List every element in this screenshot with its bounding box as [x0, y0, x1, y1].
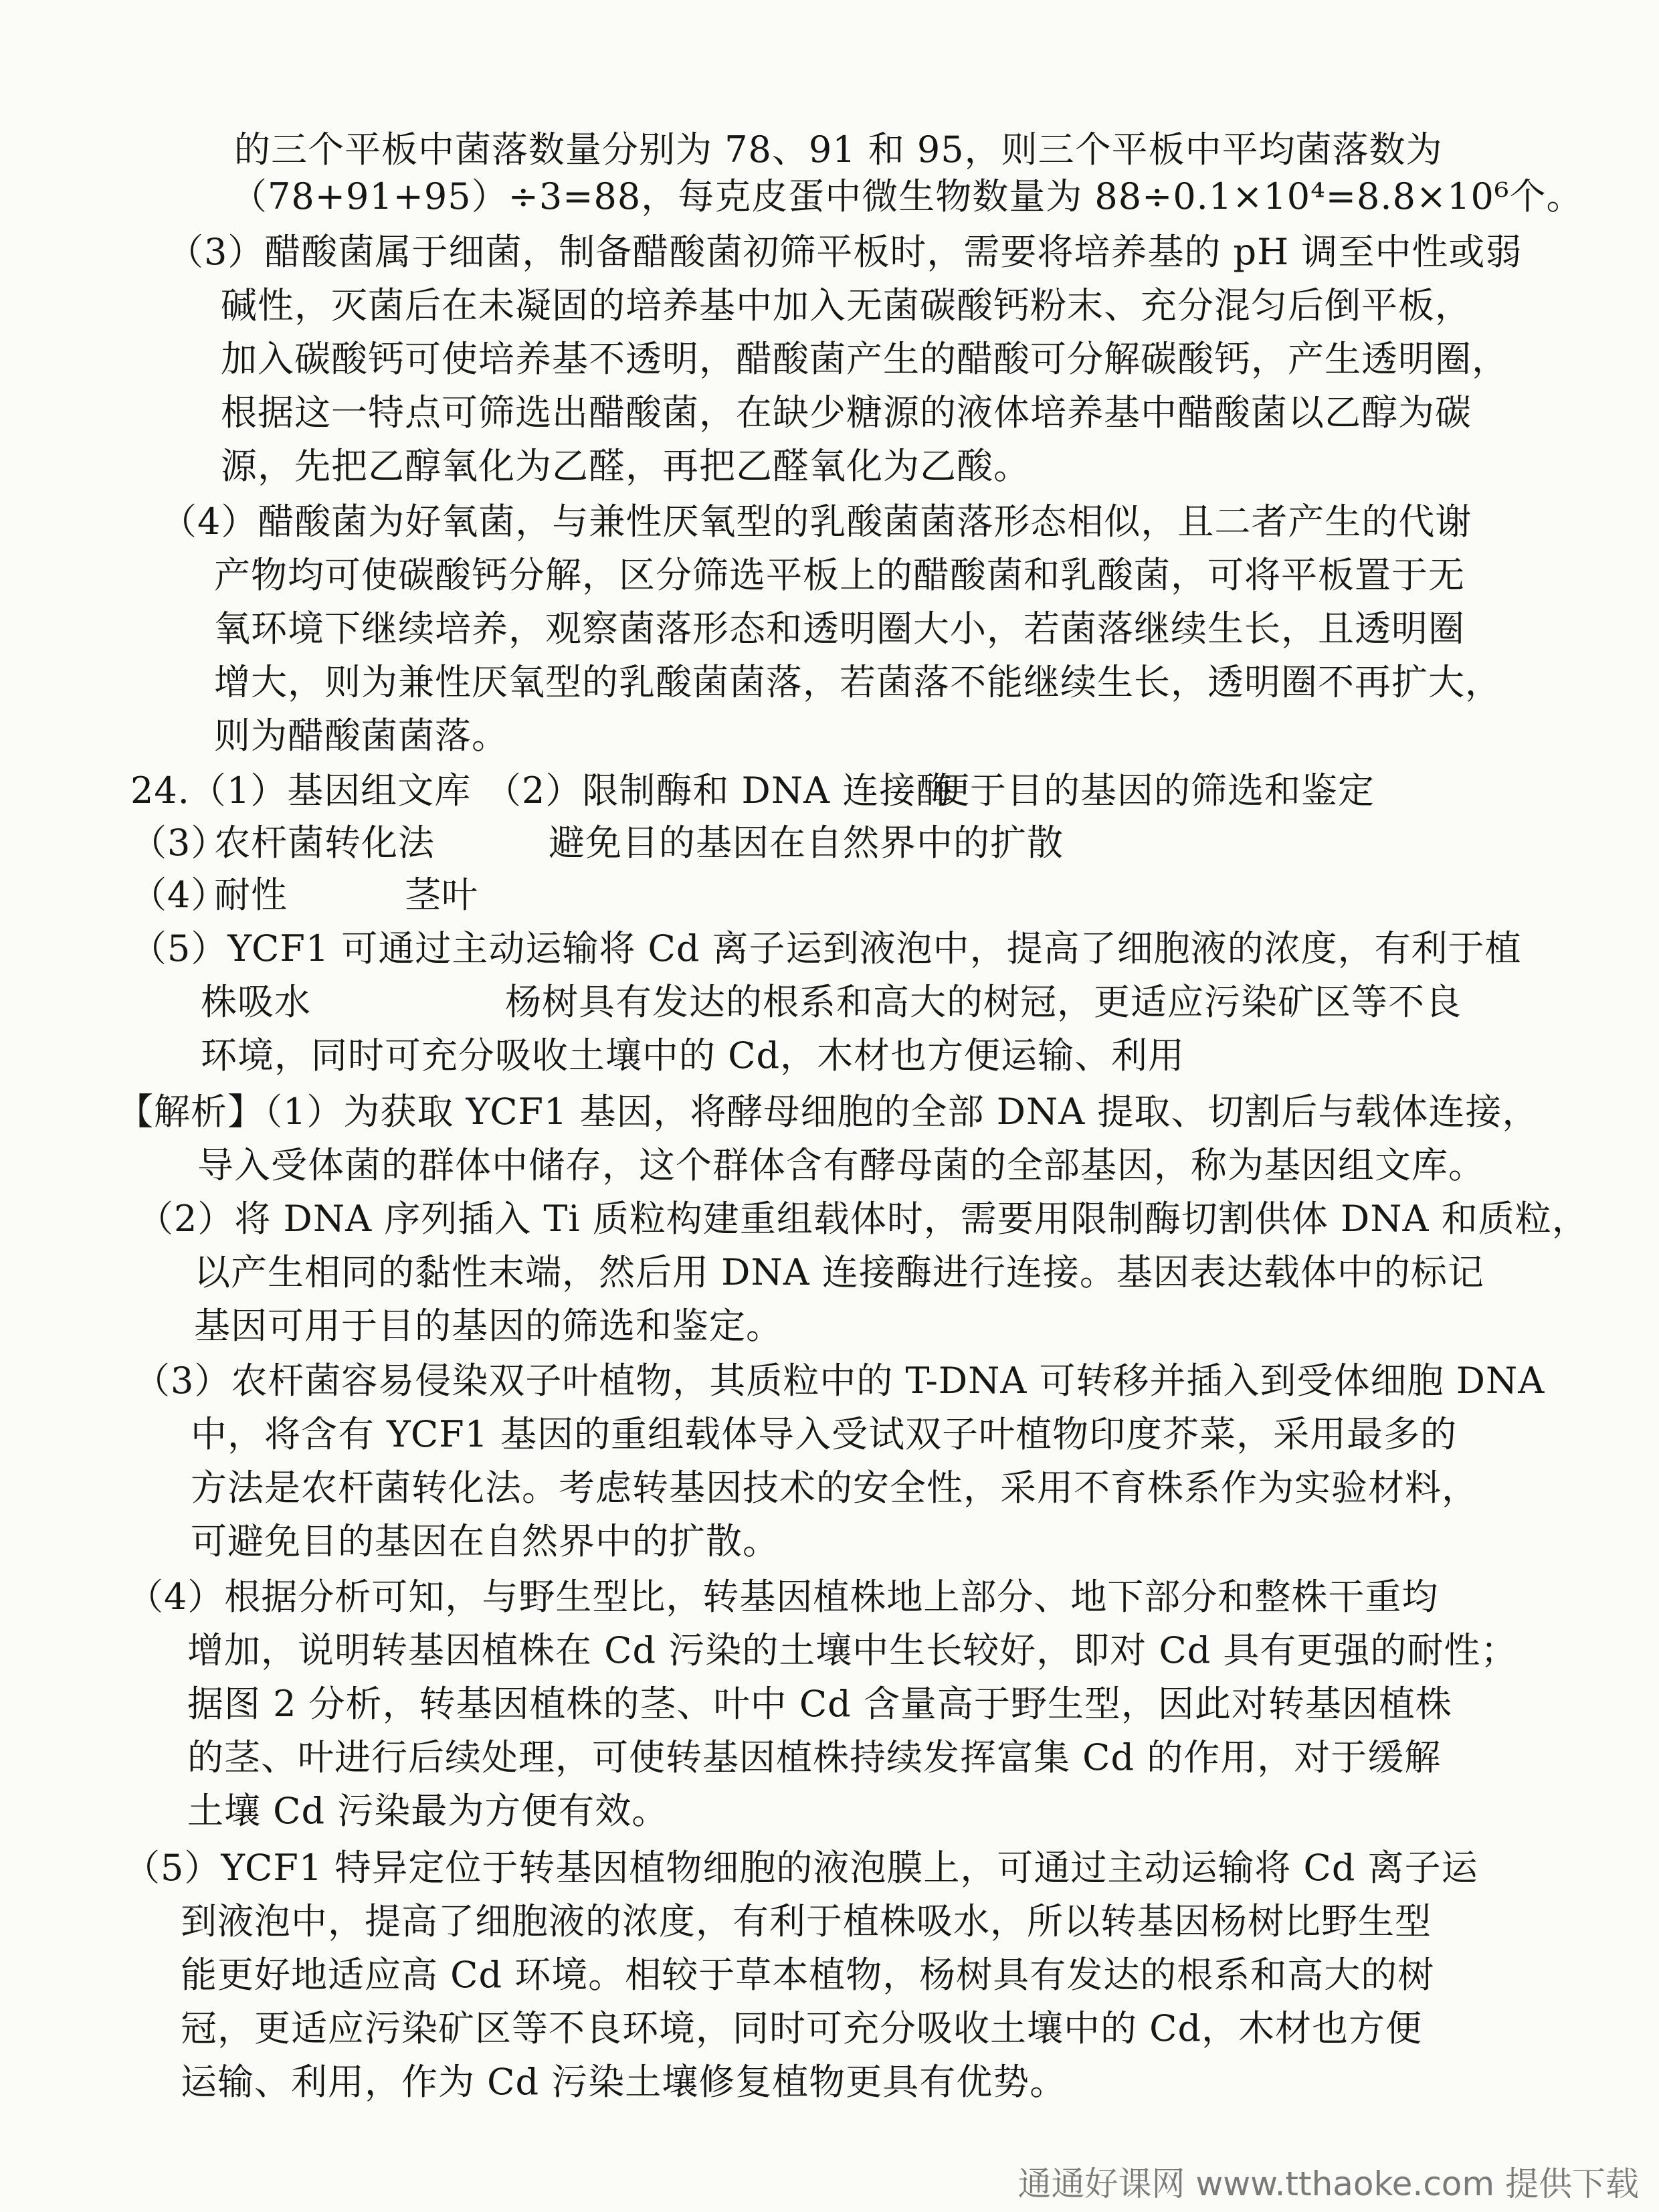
text-line: 可避免目的基因在自然界中的扩散。: [191, 1520, 779, 1562]
text-line: （3）农杆菌容易侵染双子叶植物，其质粒中的 T-DNA 可转移并插入到受体细胞 DNA: [134, 1360, 1545, 1402]
text-line: 能更好地适应高 Cd 环境。相较于草本植物，杨树具有发达的根系和高大的树: [181, 1954, 1435, 1996]
analysis-heading: 【解析】（1）为获取 YCF1 基因，将酵母细胞的全部 DNA 提取、切割后与载体连接，: [117, 1091, 1539, 1133]
answer-24-5b: 株吸水: [201, 981, 311, 1023]
text-line: （3）醋酸菌属于细菌，制备醋酸菌初筛平板时，需要将培养基的 pH 调至中性或弱: [167, 231, 1523, 273]
text-line: 到液泡中，提高了细胞液的浓度，有利于植株吸水，所以转基因杨树比野生型: [181, 1900, 1432, 1942]
text-line: 据图 2 分析，转基因植株的茎、叶中 Cd 含量高于野生型，因此对转基因植株: [187, 1683, 1452, 1725]
answer-24-1: 24.（1）基因组文库: [130, 769, 472, 812]
text-line: 方法是农杆菌转化法。考虑转基因技术的安全性，采用不育株系作为实验材料，: [191, 1467, 1478, 1509]
text-line: 的三个平板中菌落数量分别为 78、91 和 95，则三个平板中平均菌落数为: [234, 128, 1443, 171]
text-line: （4）醋酸菌为好氧菌，与兼性厌氧型的乳酸菌菌落形态相似，且二者产生的代谢: [161, 500, 1472, 543]
answer-24-5c: 杨树具有发达的根系和高大的树冠，更适应污染矿区等不良: [505, 981, 1462, 1023]
text-line: 增大，则为兼性厌氧型的乳酸菌菌落，若菌落不能继续生长，透明圈不再扩大，: [214, 661, 1502, 703]
answer-24-3b: 避免目的基因在自然界中的扩散: [549, 822, 1064, 864]
text-line: 则为醋酸菌菌落。: [214, 715, 508, 757]
source-watermark: 通通好课网 www.tthaoke.com 提供下载: [1017, 2164, 1639, 2203]
answer-24-4-label: （4）: [130, 874, 228, 916]
text-line: 根据这一特点可筛选出醋酸菌，在缺少糖源的液体培养基中醋酸菌以乙醇为碳: [221, 391, 1472, 434]
answer-24-3: 农杆菌转化法: [214, 822, 435, 864]
text-line: 源，先把乙醇氧化为乙醛，再把乙醛氧化为乙酸。: [221, 445, 1030, 487]
text-line: （4）根据分析可知，与野生型比，转基因植株地上部分、地下部分和整株干重均: [127, 1576, 1439, 1618]
text-line: 的茎、叶进行后续处理，可使转基因植株持续发挥富集 Cd 的作用，对于缓解: [187, 1736, 1442, 1778]
text-line: 增加，说明转基因植株在 Cd 污染的土壤中生长较好，即对 Cd 具有更强的耐性；: [187, 1629, 1518, 1671]
text-line: 冠，更适应污染矿区等不良环境，同时可充分吸收土壤中的 Cd，木材也方便: [181, 2007, 1423, 2049]
text-line: 氧环境下继续培养，观察菌落形态和透明圈大小，若菌落继续生长，且透明圈: [214, 608, 1465, 650]
answer-24-3-label: （3）: [130, 822, 228, 864]
text-line: 碱性，灭菌后在未凝固的培养基中加入无菌碳酸钙粉末、充分混匀后倒平板，: [221, 284, 1472, 327]
text-line: （5）YCF1 特异定位于转基因植物细胞的液泡膜上，可通过主动运输将 Cd 离子运: [124, 1847, 1478, 1889]
text-line: 中，将含有 YCF1 基因的重组载体导入受试双子叶植物印度芥菜，采用最多的: [191, 1413, 1458, 1455]
text-line: 运输、利用，作为 Cd 污染土壤修复植物更具有优势。: [181, 2061, 1067, 2103]
text-line: 导入受体菌的群体中储存，这个群体含有酵母菌的全部基因，称为基因组文库。: [197, 1144, 1485, 1186]
text-line: 加入碳酸钙可使培养基不透明，醋酸菌产生的醋酸可分解碳酸钙，产生透明圈，: [221, 338, 1508, 380]
answer-24-2b: 便于目的基因的筛选和鉴定: [933, 769, 1375, 812]
text-line: 产物均可使碳酸钙分解，区分筛选平板上的醋酸菌和乳酸菌，可将平板置于无: [214, 554, 1465, 596]
text-line: 环境，同时可充分吸收土壤中的 Cd，木材也方便运输、利用: [201, 1034, 1185, 1077]
text-line: （2）将 DNA 序列插入 Ti 质粒构建重组载体时，需要用限制酶切割供体 DNA 和质粒，: [137, 1198, 1589, 1240]
answer-24-5: （5）YCF1 可通过主动运输将 Cd 离子运到液泡中，提高了细胞液的浓度，有利于植: [130, 927, 1522, 970]
text-line: 基因可用于目的基因的筛选和鉴定。: [194, 1305, 783, 1347]
text-line: （78+91+95）÷3=88，每克皮蛋中微生物数量为 88÷0.1×10⁴=8.8×10⁶个。: [231, 175, 1583, 217]
text-line: 以产生相同的黏性末端，然后用 DNA 连接酶进行连接。基因表达载体中的标记: [194, 1251, 1484, 1293]
answer-24-2: （2）限制酶和 DNA 连接酶: [485, 769, 953, 812]
answer-24-4: 耐性: [214, 874, 288, 916]
text-line: 土壤 Cd 污染最为方便有效。: [187, 1790, 669, 1832]
answer-24-4b: 茎叶: [405, 874, 478, 916]
